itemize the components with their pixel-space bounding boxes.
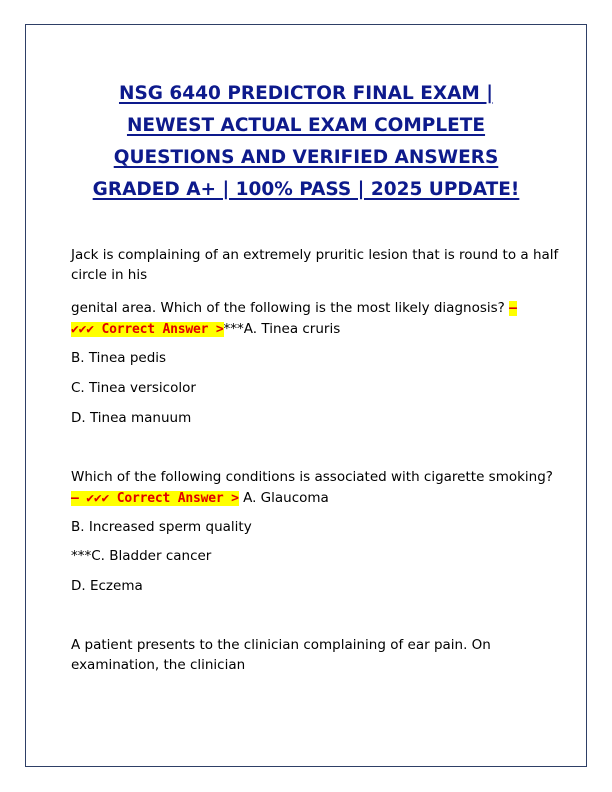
q3-line-1: A patient presents to the clinician complaining of ear pain. On <box>71 637 491 653</box>
title-line-4: GRADED A+ | 100% PASS | 2025 UPDATE! <box>92 179 520 200</box>
title-line-3: QUESTIONS AND VERIFIED ANSWERS <box>113 147 499 168</box>
q1-question-text: genital area. Which of the following is the most likely diagnosis? <box>71 300 505 316</box>
q1-answer-marker: ✔✔✔ Correct Answer > <box>71 322 224 337</box>
q1-line-3 <box>71 299 517 318</box>
q1-correct-answer: ***A. Tinea cruris <box>223 321 341 337</box>
q2-option-b: B. Increased sperm quality <box>71 519 252 535</box>
q2-option-d: D. Eczema <box>71 578 143 594</box>
q2-correct-answer: A. Glaucoma <box>243 490 329 506</box>
q3-line-2: examination, the clinician <box>71 657 246 673</box>
q1-option-b: B. Tinea pedis <box>71 350 167 366</box>
q1-option-d: D. Tinea manuum <box>71 410 192 426</box>
title-line-2: NEWEST ACTUAL EXAM COMPLETE <box>126 115 486 136</box>
q1-line-1: Jack is complaining of an extremely pruritic lesion that is round to a half <box>71 247 559 263</box>
q2-option-c: ***C. Bladder cancer <box>71 548 212 564</box>
q2-answer-marker: – ✔✔✔ Correct Answer > <box>71 491 239 506</box>
q2-line-2 <box>71 489 329 508</box>
q2-line-1: Which of the following conditions is associated with cigarette smoking? <box>71 469 553 485</box>
title-line-1: NSG 6440 PREDICTOR FINAL EXAM | <box>118 83 494 104</box>
q1-answer-marker-dash: – <box>509 301 517 316</box>
q1-line-4 <box>71 320 340 339</box>
q1-line-2: circle in his <box>71 267 148 283</box>
q1-option-c: C. Tinea versicolor <box>71 380 196 396</box>
document-title <box>60 78 552 206</box>
